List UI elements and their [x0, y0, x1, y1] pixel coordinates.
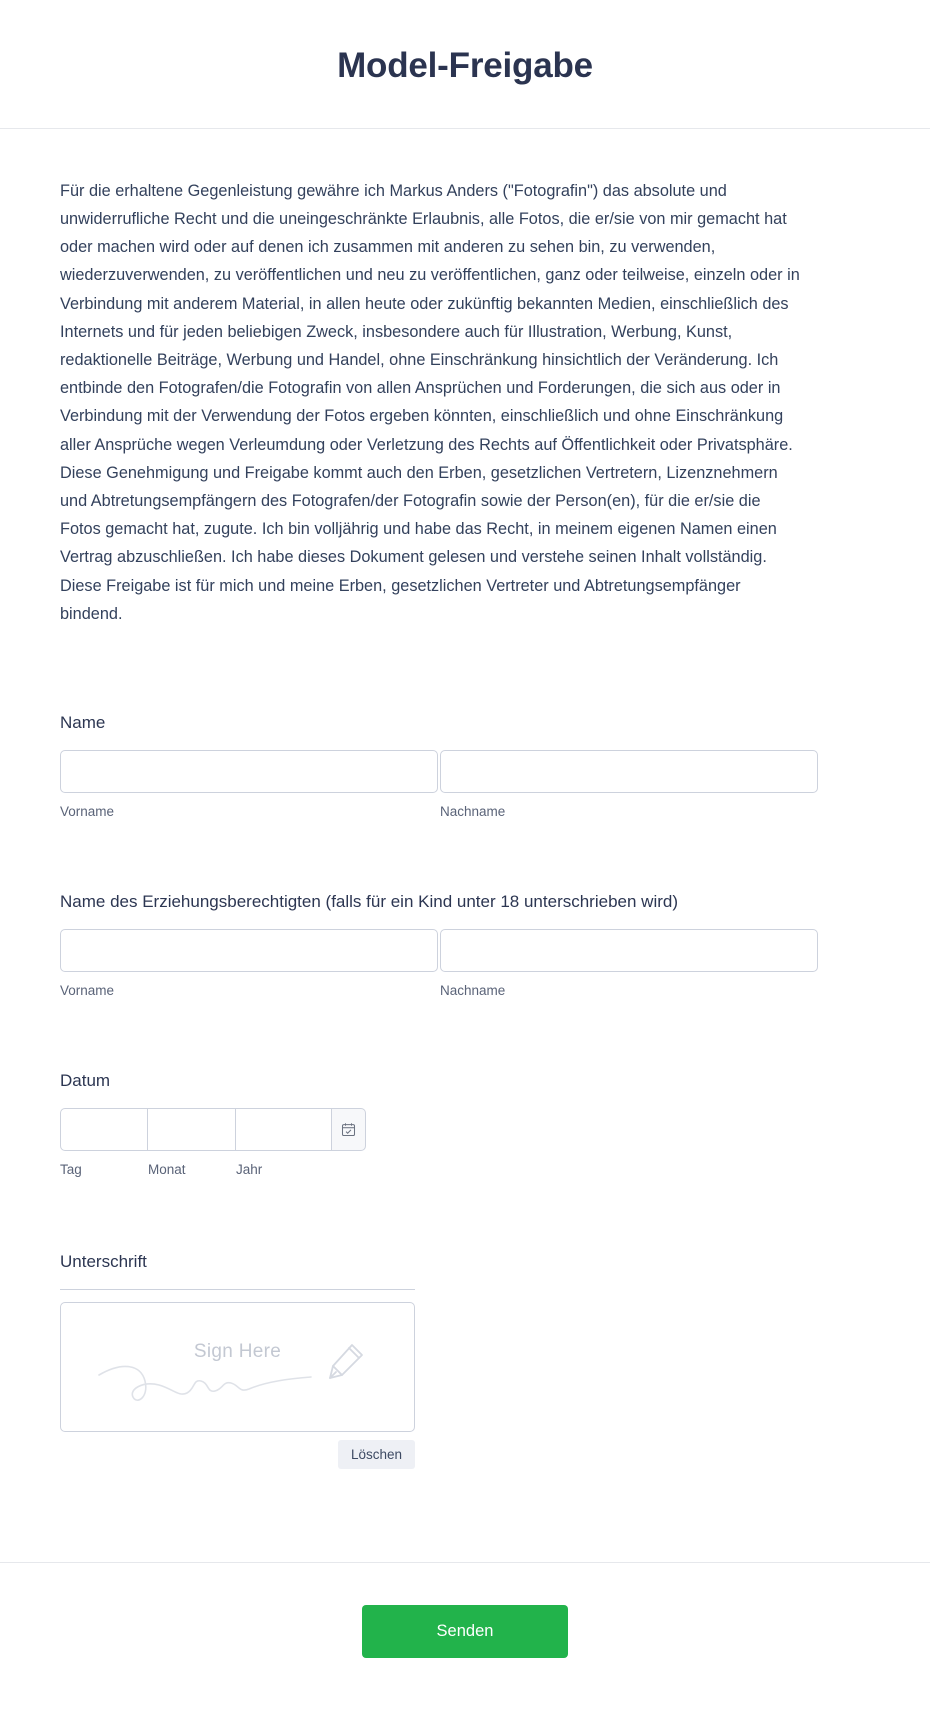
guardian-last-sublabel: Nachname — [440, 983, 506, 998]
name-first-column — [60, 750, 440, 821]
form-header — [0, 0, 930, 129]
pen-icon — [322, 1341, 366, 1390]
form-footer — [0, 1562, 930, 1710]
guardian-last-column — [440, 929, 820, 1000]
signature-field-label: Unterschrift — [60, 1252, 147, 1271]
signature-pad[interactable] — [60, 1302, 415, 1432]
date-year-input[interactable] — [236, 1108, 332, 1151]
consent-paragraph: Für die erhaltene Gegenleistung gewähre ich Markus Anders ("Fotografin") das absolute und unwiderrufliche Recht und die uneingeschränkte Erlaubnis, alle Fotos, die er/sie von mir gemacht hat oder machen wird oder auf denen ich zusammen mit anderen zu sehen bin, zu verwenden, wiederzuverwenden, zu veröffentlichen und neu zu veröffentlichen, ganz oder teilweise, einzeln oder in Verbindung mit anderem Material, in allen heute oder zukünftig bekannten Medien, einschließlich des Internets und für jeden beliebigen Zweck, insbesondere auch für Illustration, Werbung, Kunst, redaktionelle Beiträge, Werbung und Handel, ohne Einschränkung hinsichtlich der Veränderung. Ich entbinde den Fotografen/die Fotografin von allen Ansprüchen und Forderungen, die sich aus oder in Verbindung mit der Verwendung der Fotos ergeben könnten, einschließlich und ohne Einschränkung aller Ansprüche wegen Verleumdung oder Verletzung des Rechts auf Öffentlichkeit oder Privatsphäre. Diese Genehmigung und Freigabe kommt auch den Erben, gesetzlichen Vertretern, Lizenznehmern und Abtretungsempfängern des Fotografen/der Fotografin sowie der Person(en), für die er/sie die Fotos gemacht hat, zugute. Ich bin volljährig und habe das Recht, in meinem eigenen Namen einen Vertrag abzuschließen. Ich habe dieses Dokument gelesen und verstehe seinen Inhalt vollständig. Diese Freigabe ist für mich und meine Erben, gesetzlichen Vertreter und Abtretungsempfänger bindend. — [60, 181, 800, 623]
date-field-label: Datum — [60, 1071, 111, 1090]
name-first-input[interactable] — [60, 750, 438, 793]
date-year-sublabel: Jahr — [236, 1162, 263, 1177]
signature-field-group — [60, 1251, 870, 1469]
guardian-inputs-row — [60, 929, 820, 1000]
guardian-first-column — [60, 929, 440, 1000]
name-last-column — [440, 750, 820, 821]
date-month-input[interactable] — [148, 1108, 236, 1151]
form-body — [0, 129, 930, 1562]
signature-clear-button[interactable]: Löschen — [338, 1440, 415, 1469]
guardian-field-group — [60, 891, 870, 1000]
date-day-sublabel: Tag — [60, 1162, 82, 1177]
signature-swoosh-icon — [97, 1355, 327, 1416]
date-inputs-row — [60, 1108, 366, 1151]
calendar-icon — [341, 1122, 356, 1137]
signature-clear-row — [60, 1440, 415, 1469]
name-first-sublabel: Vorname — [60, 804, 115, 819]
submit-button[interactable]: Senden — [362, 1605, 568, 1658]
page-title: Model-Freigabe — [337, 46, 593, 85]
name-last-sublabel: Nachname — [440, 804, 506, 819]
signature-placeholder-text: Sign Here — [193, 1341, 282, 1362]
name-last-input[interactable] — [440, 750, 818, 793]
calendar-picker-button[interactable] — [332, 1108, 366, 1151]
name-field-group — [60, 712, 870, 821]
name-field-label: Name — [60, 713, 106, 732]
name-inputs-row — [60, 750, 820, 821]
guardian-first-sublabel: Vorname — [60, 983, 115, 998]
guardian-last-input[interactable] — [440, 929, 818, 972]
signature-top-divider — [60, 1289, 415, 1290]
date-day-input[interactable] — [60, 1108, 148, 1151]
guardian-field-label: Name des Erziehungsberechtigten (falls für ein Kind unter 18 unterschrieben wird) — [60, 892, 678, 911]
date-field-group — [60, 1070, 870, 1179]
guardian-first-input[interactable] — [60, 929, 438, 972]
date-sublabels-row — [60, 1161, 366, 1179]
date-month-sublabel: Monat — [148, 1162, 186, 1177]
